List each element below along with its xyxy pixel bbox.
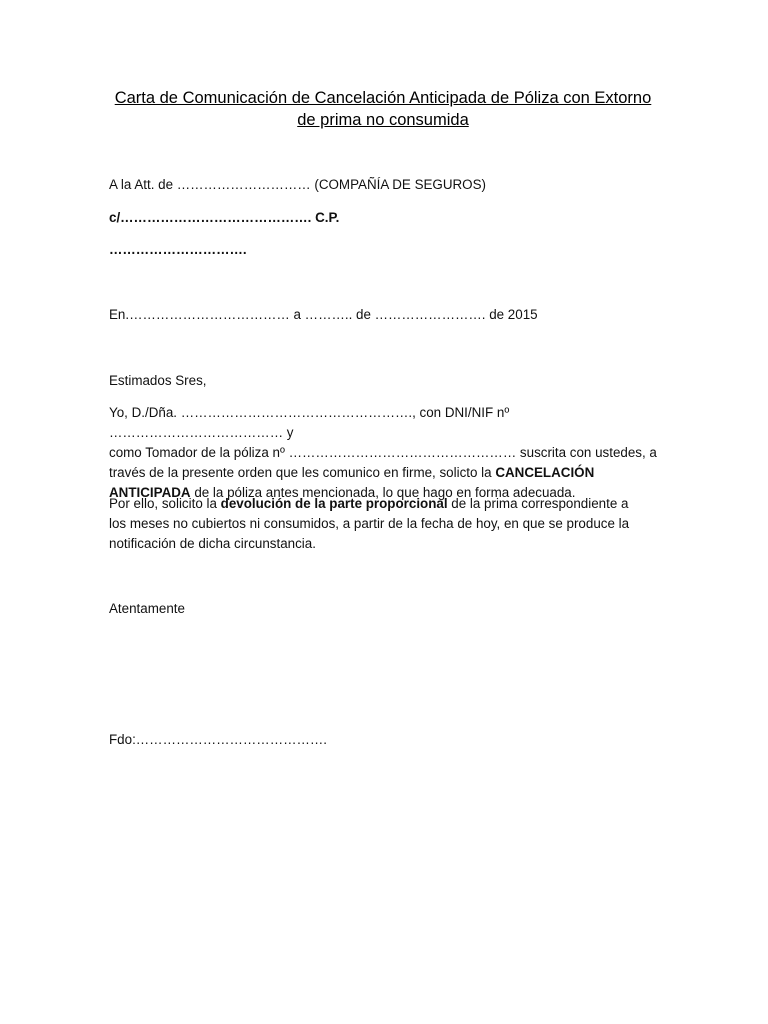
body2-line-1 (109, 494, 669, 514)
body2-line-1-pre: Por ello, solicito la (109, 496, 221, 511)
body2-line-3: notificación de dicha circunstancia. (109, 536, 316, 551)
title-line-2: de prima no consumida (297, 111, 469, 129)
closing: Atentamente (109, 601, 185, 616)
body1-line-2: como Tomador de la póliza nº …………………………………………… suscrita con ustedes, a (109, 445, 657, 460)
body1-line-3 (109, 463, 669, 483)
body-paragraph-2 (109, 494, 669, 554)
body1-line-4-text: de la póliza antes mencionada, lo que hago en forma adecuada. (190, 485, 576, 500)
body1-line-1: Yo, D./Dña. ……………………………………………., con DNI/NIF nº ………………………………… y (109, 405, 510, 440)
cancelacion-emphasis: CANCELACIÓN (495, 465, 595, 480)
devolucion-emphasis: devolución de la parte proporcional (220, 496, 448, 511)
place-date: En.……………………………… a ……….. de ……………………. de 2015 (109, 307, 538, 322)
body-paragraph-1 (109, 403, 669, 503)
signature-line: Fdo:……………………………………. (109, 732, 327, 747)
anticipada-emphasis: ANTICIPADA (109, 485, 191, 500)
recipient-address: c/……………………………………. C.P. (109, 210, 340, 225)
body2-line-1-post: de la prima correspondiente a (447, 496, 629, 511)
recipient-city: …………………………. (109, 242, 247, 257)
letter-title (100, 87, 666, 131)
recipient-att: A la Att. de ………………………… (COMPAÑÍA DE SEGUROS) (109, 177, 486, 192)
body1-line-3-text: través de la presente orden que les comunico en firme, solicto la (109, 465, 496, 480)
title-line-1: Carta de Comunicación de Cancelación Anticipada de Póliza con Extorno (114, 89, 652, 107)
body2-line-2: los meses no cubiertos ni consumidos, a partir de la fecha de hoy, en que se produce la (109, 516, 630, 531)
greeting: Estimados Sres, (109, 373, 207, 388)
